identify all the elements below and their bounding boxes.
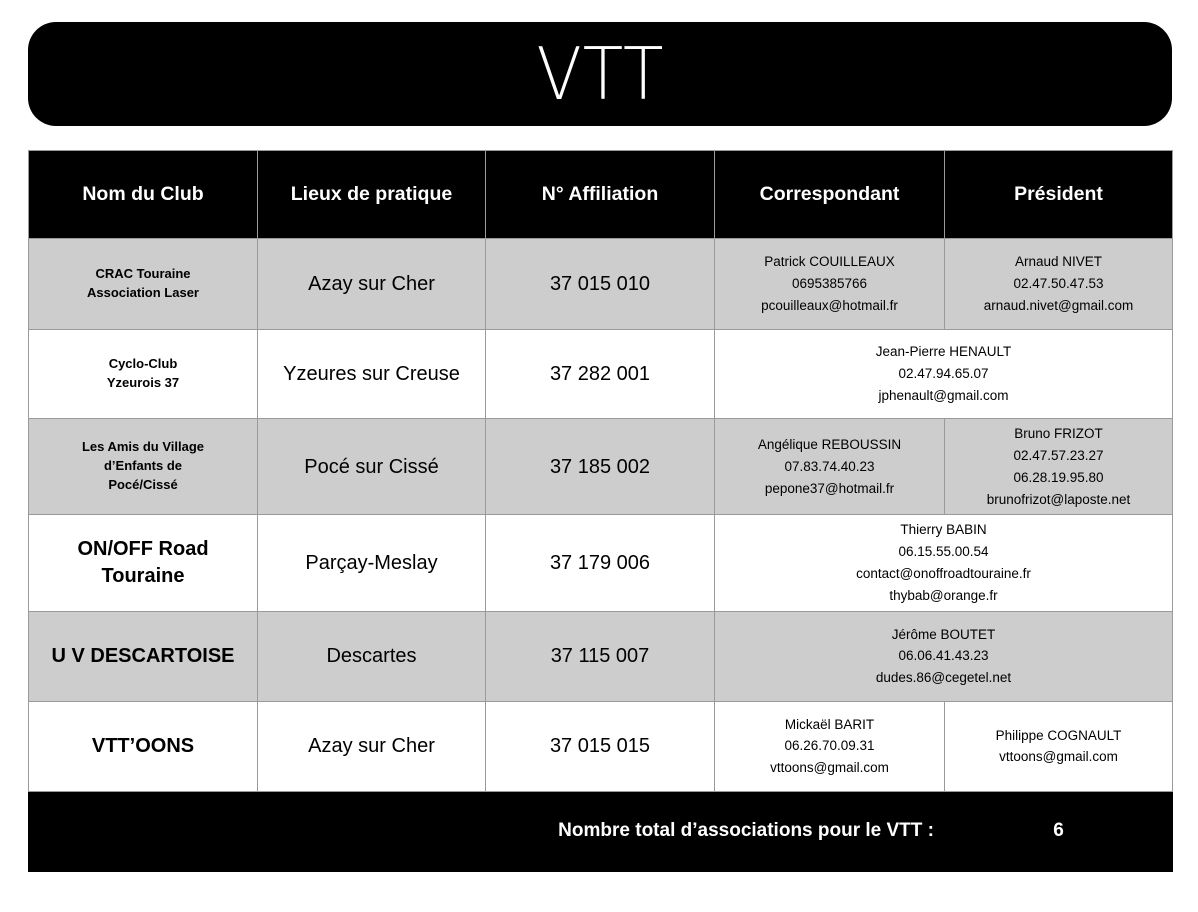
text-line: 06.06.41.43.23 — [898, 648, 989, 664]
text-line: Patrick COUILLEAUX — [764, 254, 895, 270]
text-line: 02.47.57.23.27 — [1013, 447, 1104, 463]
cell-club-name — [29, 330, 258, 419]
text-line: vttoons@gmail.com — [999, 749, 1118, 765]
text-line: dudes.86@cegetel.net — [875, 670, 1012, 686]
text-line: pcouilleaux@hotmail.fr — [761, 297, 898, 313]
cell-place: Descartes — [258, 611, 486, 701]
cell-club-name — [29, 515, 258, 611]
cell-affiliation-number: 37 179 006 — [486, 515, 715, 611]
table-header — [29, 151, 1173, 239]
text-line: vttoons@gmail.com — [770, 760, 889, 776]
text-line: Mickaël BARIT — [784, 716, 875, 732]
text-line: ON/OFF Road — [77, 538, 209, 561]
text-line: arnaud.nivet@gmail.com — [983, 297, 1134, 313]
cell-affiliation-number: 37 185 002 — [486, 419, 715, 515]
text-line: Jean-Pierre HENAULT — [875, 344, 1012, 360]
footer-total-label: Nombre total d’associations pour le VTT : — [29, 791, 945, 871]
table-row — [29, 515, 1173, 611]
cell-affiliation-number: 37 282 001 — [486, 330, 715, 419]
text-line: 06.15.55.00.54 — [898, 544, 989, 560]
footer-total-count: 6 — [945, 791, 1173, 871]
text-line: 07.83.74.40.23 — [784, 458, 875, 474]
text-line: d’Enfants de — [103, 458, 182, 474]
page-title: VTT — [536, 32, 664, 116]
cell-club-name — [29, 419, 258, 515]
text-line: Les Amis du Village — [81, 439, 205, 455]
text-line: Cyclo-Club — [108, 356, 178, 372]
cell-place: Azay sur Cher — [258, 701, 486, 791]
text-line: Angélique REBOUSSIN — [757, 436, 902, 452]
text-line: pepone37@hotmail.fr — [764, 480, 895, 496]
column-header-club-name: Nom du Club — [29, 151, 258, 239]
text-line: U V DESCARTOISE — [51, 644, 235, 667]
cell-club-name — [29, 239, 258, 330]
cell-club-name — [29, 611, 258, 701]
text-line: Association Laser — [87, 285, 199, 300]
cell-place: Pocé sur Cissé — [258, 419, 486, 515]
cell-correspondant — [715, 419, 945, 515]
cell-correspondant — [715, 239, 945, 330]
text-line: Arnaud NIVET — [1014, 254, 1103, 270]
text-line: 06.28.19.95.80 — [1013, 469, 1104, 485]
text-line: 02.47.94.65.07 — [898, 366, 989, 382]
cell-contact-merged — [715, 611, 1173, 701]
text-line: brunofrizot@laposte.net — [986, 491, 1131, 507]
text-line: Philippe COGNAULT — [995, 727, 1122, 743]
column-header-correspondant: Correspondant — [715, 151, 945, 239]
table-footer — [29, 791, 1173, 871]
cell-club-name — [29, 701, 258, 791]
cell-place: Azay sur Cher — [258, 239, 486, 330]
text-line: CRAC Touraine — [95, 266, 191, 282]
cell-place: Yzeures sur Creuse — [258, 330, 486, 419]
cell-president — [945, 239, 1173, 330]
column-header-affiliation: N° Affiliation — [486, 151, 715, 239]
text-line: Yzeurois 37 — [106, 375, 180, 390]
text-line: thybab@orange.fr — [889, 588, 998, 604]
table-row — [29, 239, 1173, 330]
column-header-president: Président — [945, 151, 1173, 239]
cell-place: Parçay-Meslay — [258, 515, 486, 611]
table-row — [29, 611, 1173, 701]
text-line: Bruno FRIZOT — [1014, 426, 1103, 441]
cell-contact-merged — [715, 330, 1173, 419]
title-banner — [28, 22, 1172, 126]
table-row — [29, 330, 1173, 419]
text-line: Thierry BABIN — [900, 522, 987, 538]
cell-affiliation-number: 37 015 010 — [486, 239, 715, 330]
text-line: contact@onoffroadtouraine.fr — [856, 566, 1031, 582]
cell-affiliation-number: 37 015 015 — [486, 701, 715, 791]
text-line: Jérôme BOUTET — [891, 626, 996, 642]
cell-president — [945, 701, 1173, 791]
cell-contact-merged — [715, 515, 1173, 611]
cell-affiliation-number: 37 115 007 — [486, 611, 715, 701]
text-line: jphenault@gmail.com — [878, 387, 1009, 403]
text-line: 02.47.50.47.53 — [1013, 276, 1104, 292]
clubs-table — [28, 150, 1173, 872]
cell-correspondant — [715, 701, 945, 791]
cell-president — [945, 419, 1173, 515]
table-body — [29, 239, 1173, 792]
header-row — [29, 151, 1173, 239]
table-row — [29, 419, 1173, 515]
text-line: 0695385766 — [791, 276, 868, 292]
text-line: Pocé/Cissé — [108, 477, 178, 493]
table-row — [29, 701, 1173, 791]
text-line: VTT’OONS — [91, 734, 195, 757]
text-line: Touraine — [101, 565, 185, 588]
column-header-places: Lieux de pratique — [258, 151, 486, 239]
text-line: 06.26.70.09.31 — [784, 738, 875, 754]
footer-row — [29, 791, 1173, 871]
